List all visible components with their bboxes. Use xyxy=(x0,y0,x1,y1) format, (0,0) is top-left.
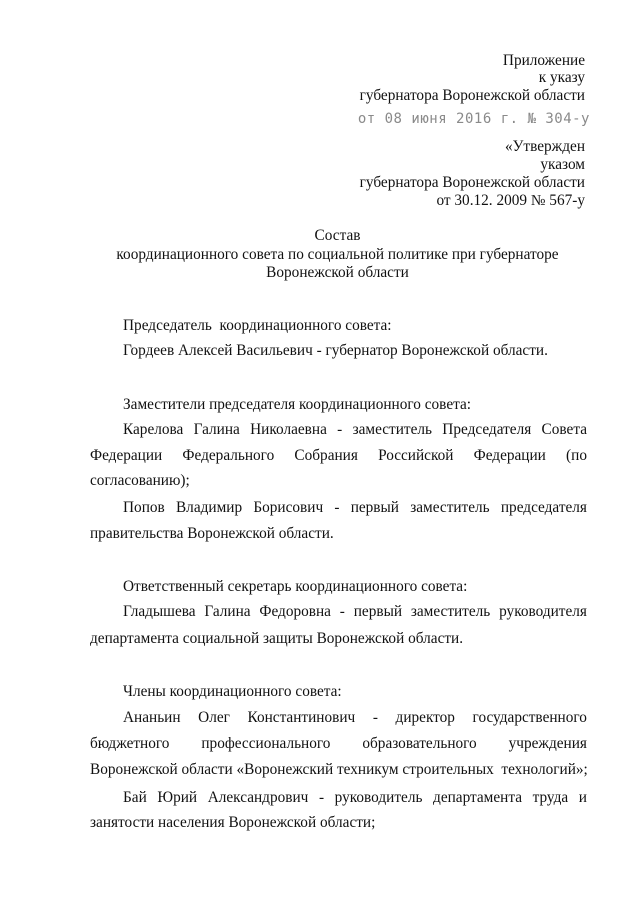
word: Российской xyxy=(378,447,454,464)
deputy-1-line-3: согласованию); xyxy=(90,472,190,489)
deputy-2-line-1 xyxy=(123,498,587,518)
word: заместитель xyxy=(410,603,491,620)
word: профессионального xyxy=(201,735,331,752)
secretary-line-2: департамента социальной защиты Воронежской области. xyxy=(90,630,464,647)
word: - xyxy=(337,421,343,438)
word: и xyxy=(578,789,587,806)
word: директор xyxy=(395,709,455,726)
word: Владимир xyxy=(175,499,243,516)
word: (по xyxy=(566,447,587,464)
chairman-heading: Председатель координационного совета: xyxy=(123,317,392,334)
word: Федерального xyxy=(182,447,275,464)
secretary-heading: Ответственный секретарь координационного совета: xyxy=(123,578,468,595)
word: Константинович xyxy=(247,709,356,726)
member-1-line-2 xyxy=(90,734,587,754)
word: Гладышева xyxy=(123,603,196,620)
word: Олег xyxy=(198,709,230,726)
word: труда xyxy=(532,789,569,806)
word: Борисович xyxy=(253,499,324,516)
member-2-line-1 xyxy=(123,788,587,808)
word: учреждения xyxy=(508,735,587,752)
word: Федерации xyxy=(473,447,546,464)
approved-line-2: указом xyxy=(540,156,585,173)
word: Попов xyxy=(123,499,165,516)
word: Юрий xyxy=(157,789,198,806)
deputies-heading: Заместители председателя координационного совета: xyxy=(123,396,472,413)
word: председателя xyxy=(500,499,587,516)
word: Собрания xyxy=(294,447,358,464)
word: Председателя xyxy=(442,421,532,438)
word: - xyxy=(318,789,325,806)
word: Александрович xyxy=(207,789,309,806)
word: заместитель xyxy=(410,499,490,516)
word: руководитель xyxy=(334,789,423,806)
word: Федерации xyxy=(90,447,163,464)
member-1-line-1 xyxy=(123,708,587,728)
member-1-line-3: Воронежской области «Воронежский техникум строительных технологий»; xyxy=(90,761,588,778)
approved-line-3: губернатора Воронежской области xyxy=(359,174,585,191)
chairman-person: Гордеев Алексей Васильевич - губернатор Воронежской области. xyxy=(123,342,548,359)
appendix-line-2: к указу xyxy=(538,69,585,86)
word: Ананьин xyxy=(123,709,181,726)
word: бюджетного xyxy=(90,735,170,752)
word: - xyxy=(334,499,340,516)
word: Бай xyxy=(123,789,147,806)
word: Федоровна xyxy=(259,603,331,620)
appendix-line-1: Приложение xyxy=(502,52,585,69)
member-2-line-2: занятости населения Воронежской области; xyxy=(90,814,376,831)
document-subtitle-2: Воронежской области xyxy=(266,264,409,281)
word: первый xyxy=(353,603,403,620)
word: государственного xyxy=(472,709,587,726)
word: - xyxy=(339,603,345,620)
approved-line-1: «Утвержден xyxy=(504,138,585,155)
word: первый xyxy=(350,499,399,516)
word: - xyxy=(372,709,378,726)
word: Совета xyxy=(541,421,587,438)
word: образовательного xyxy=(362,735,477,752)
word: Николаевна xyxy=(250,421,327,438)
appendix-line-3: губернатора Воронежской области xyxy=(359,87,585,104)
word: департамента xyxy=(433,789,523,806)
word: Галина xyxy=(193,421,240,438)
approved-line-4: от 30.12. 2009 № 567-у xyxy=(436,192,585,209)
members-heading: Члены координационного совета: xyxy=(123,683,342,700)
document-title: Состав xyxy=(314,227,361,244)
word: руководителя xyxy=(499,603,587,620)
word: заместитель xyxy=(352,421,432,438)
deputy-2-line-2: правительства Воронежской области. xyxy=(90,525,334,542)
word: Галина xyxy=(204,603,251,620)
deputy-1-line-2 xyxy=(90,446,587,466)
document-subtitle-1: координационного совета по социальной политике при губернаторе xyxy=(116,246,559,263)
decree-date-stamp: от 08 июня 2016 г. № 304-у xyxy=(357,111,590,127)
deputy-1-line-1 xyxy=(123,420,587,440)
secretary-line-1 xyxy=(123,602,587,622)
word: Карелова xyxy=(123,421,184,438)
